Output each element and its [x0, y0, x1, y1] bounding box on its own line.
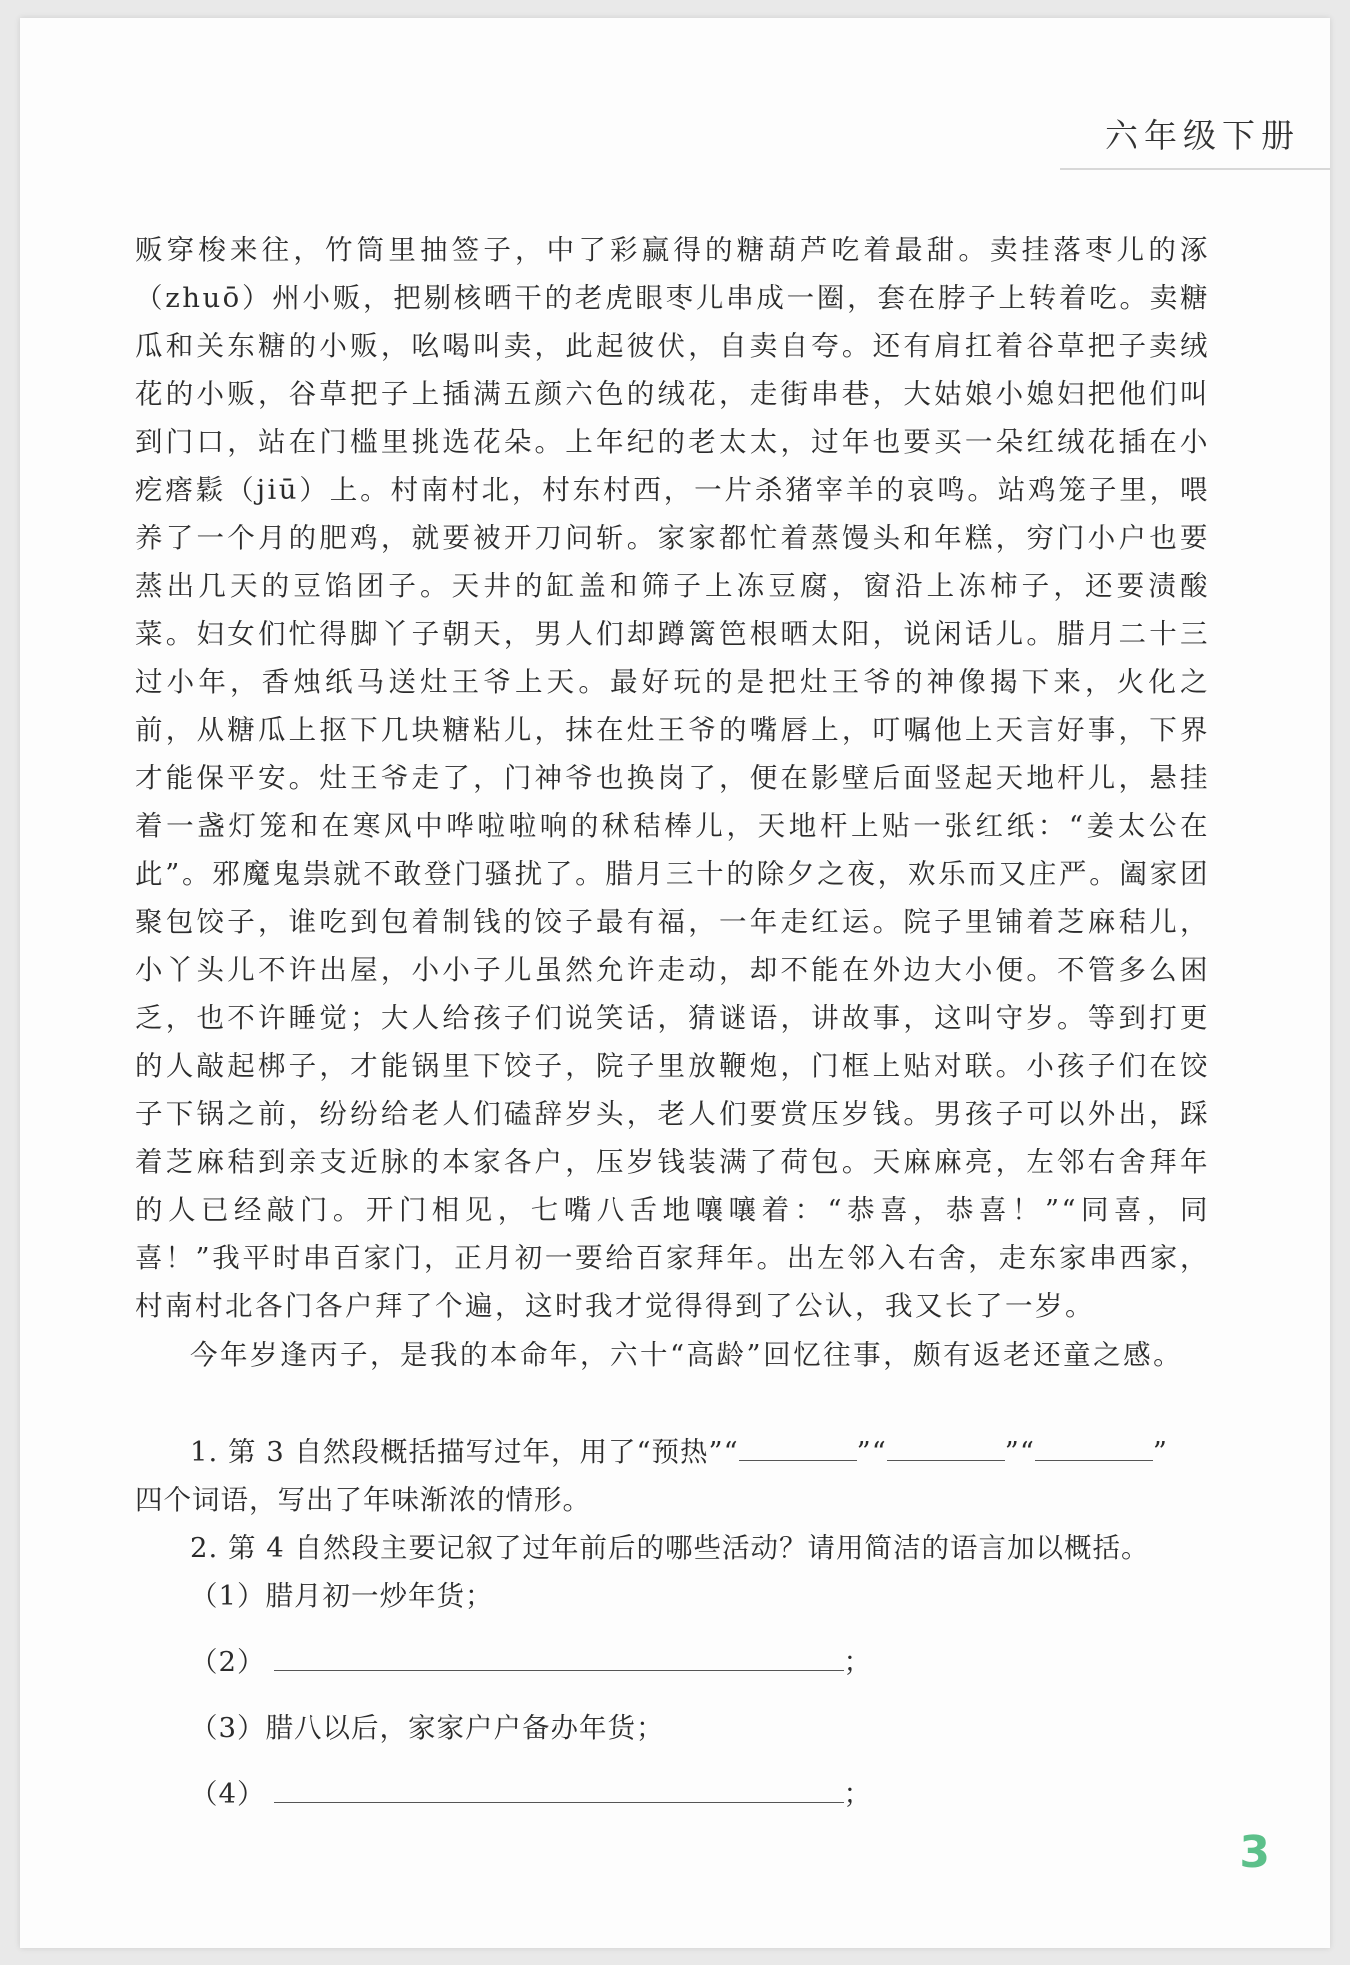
- answer-blank-3[interactable]: [1035, 1430, 1153, 1461]
- item-number: （4）: [190, 1778, 266, 1810]
- question-1-text: 1. 第 3 自然段概括描写过年，用了“预热”“: [190, 1436, 739, 1468]
- passage-paragraph: 贩穿梭来往，竹筒里抽签子，中了彩赢得的糖葫芦吃着最甜。卖挂落枣儿的涿（zhuō）州小贩，把剔核晒干的老虎眼枣儿串成一圈，套在脖子上转着吃。卖糖瓜和关东糖的小贩，吆喝叫卖，此起彼伏，自卖自夸。还有肩扛着谷草把子卖绒花的小贩，谷草把子上插满五颜六色的绒花，走街串巷，大姑娘小媳妇把他们叫到门口，站在门槛里挑选花朵。上年纪的老太太，过年也要买一朵红绒花插在小疙瘩鬏（jiū）上。村南村北，村东村西，一片杀猪宰羊的哀鸣。站鸡笼子里，喂养了一个月的肥鸡，就要被开刀问斩。家家都忙着蒸馒头和年糕，穷门小户也要蒸出几天的豆馅团子。天井的缸盖和筛子上冻豆腐，窗沿上冻柿子，还要渍酸菜。妇女们忙得脚丫子朝天，男人们却蹲篱笆根晒太阳，说闲话儿。腊月二十三过小年，香烛纸马送灶王爷上天。最好玩的是把灶王爷的神像揭下来，火化之前，从糖瓜上抠下几块糖粘儿，抹在灶王爷的嘴唇上，叮嘱他上天言好事，下界才能保平安。灶王爷走了，门神爷也换岗了，便在影壁后面竖起天地杆儿，悬挂着一盏灯笼和在寒风中哗啦啦响的秫秸棒儿，天地杆上贴一张红纸：“姜太公在此”。邪魔鬼祟就不敢登门骚扰了。腊月三十的除夕之夜，欢乐而又庄严。阖家团聚包饺子，谁吃到包着制钱的饺子最有福，一年走红运。院子里铺着芝麻秸儿，小丫头儿不许出屋，小小子儿虽然允许走动，却不能在外边大小便。不管多么困乏，也不许睡觉；大人给孩子们说笑话，猜谜语，讲故事，这叫守岁。等到打更的人敲起梆子，才能锅里下饺子，院子里放鞭炮，门框上贴对联。小孩子们在饺子下锅之前，纷纷给老人们磕辞岁头，老人们要赏压岁钱。男孩子可以外出，踩着芝麻秸到亲支近脉的本家各户，压岁钱装满了荷包。天麻麻亮，左邻右舍拜年的人已经敲门。开门相见，七嘴八舌地嚷嚷着：“恭喜，恭喜！”“同喜，同喜！”我平时串百家门，正月初一要给百家拜年。出左邻入右舍，走东家串西家，村南村北各门各户拜了个遍，这时我才觉得得到了公认，我又长了一岁。: [135, 234, 1210, 1322]
- header-rule: [1060, 168, 1330, 170]
- answer-item-2: [135, 1638, 1210, 1686]
- question-1: [135, 1428, 1210, 1476]
- quote-marks: ”“: [856, 1436, 887, 1468]
- questions-section: [135, 1428, 1210, 1818]
- item-number: （1）: [190, 1580, 266, 1612]
- grade-header: 六年级下册: [1105, 116, 1300, 155]
- passage-paragraph-final: 今年岁逢丙子，是我的本命年，六十“高龄”回忆往事，颇有返老还童之感。: [190, 1339, 1184, 1371]
- item-text: 腊八以后，家家户户备办年货；: [265, 1712, 665, 1744]
- quote-mark-close: ”: [1152, 1436, 1168, 1468]
- quote-marks: ”“: [1004, 1436, 1035, 1468]
- question-1-tail: 四个词语，写出了年味渐浓的情形。: [135, 1484, 591, 1516]
- item-suffix: ；: [843, 1778, 872, 1810]
- item-number: （3）: [190, 1712, 266, 1744]
- answer-line-4[interactable]: [274, 1770, 844, 1803]
- answer-blank-2[interactable]: [887, 1430, 1005, 1461]
- workbook-page: [20, 18, 1330, 1948]
- answer-item-3: [135, 1704, 1210, 1752]
- item-text: 腊月初一炒年货；: [265, 1580, 494, 1612]
- item-suffix: ；: [843, 1646, 872, 1678]
- answer-item-4: [135, 1770, 1210, 1818]
- reading-passage: [135, 226, 1210, 1379]
- question-2: 2. 第 4 自然段主要记叙了过年前后的哪些活动？请用简洁的语言加以概括。: [190, 1532, 1150, 1564]
- page-number: 3: [1239, 1827, 1270, 1878]
- answer-line-2[interactable]: [274, 1638, 844, 1671]
- item-number: （2）: [190, 1646, 266, 1678]
- answer-item-1: [135, 1572, 1210, 1620]
- answer-blank-1[interactable]: [739, 1430, 857, 1461]
